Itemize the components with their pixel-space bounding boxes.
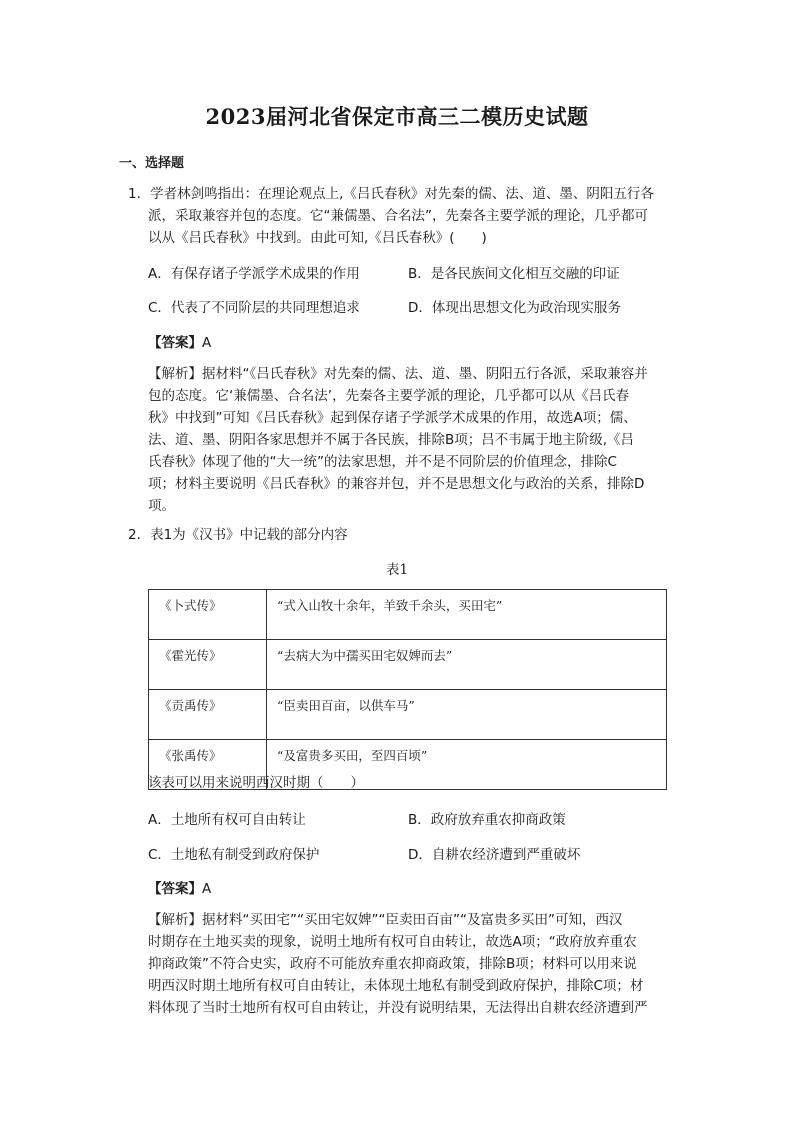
q2-answer-value: A xyxy=(202,881,212,897)
q1-analysis-line-1: 【解析】据材料“《吕氏春秋》对先秦的儒、法、道、墨、阴阳五行各派，采取兼容并 xyxy=(148,366,648,382)
q1-answer xyxy=(148,331,211,351)
table-cell-source: 《卜式传》 xyxy=(149,590,267,640)
q2-answer-label: 【答案】 xyxy=(148,881,202,897)
table-cell-source: 《贡禹传》 xyxy=(149,690,267,740)
q1-stem-line-3: 以从《吕氏春秋》中找到。由此可知,《吕氏春秋》( ) xyxy=(148,230,487,246)
table-row xyxy=(149,640,667,690)
q2-analysis-line-4: 明西汉时期土地所有权可自由转让，未体现土地私有制受到政府保护，排除C项；材 xyxy=(148,978,644,994)
table-cell-quote: “臣卖田百亩，以供车马” xyxy=(267,690,667,740)
q2-analysis-line-5: 料体现了当时土地所有权可自由转让，并没有说明结果，无法得出自耕农经济遭到严 xyxy=(148,1000,648,1016)
q1-stem-line-2: 派，采取兼容并包的态度。它“兼儒墨、合名法”，先秦各主要学派的理论，几乎都可 xyxy=(148,208,648,224)
table-cell-source: 《霍光传》 xyxy=(149,640,267,690)
q2-analysis-line-2: 时期存在土地买卖的现象，说明土地所有权可自由转让，故选A项；“政府放弃重农 xyxy=(148,934,637,950)
q2-analysis-line-1: 【解析】据材料“买田宅”“买田宅奴婢”“臣卖田百亩”“及富贵多买田”可知，西汉 xyxy=(148,912,623,928)
section-heading: 一、选择题 xyxy=(119,156,185,171)
q2-question: 该表可以用来说明西汉时期（ ） xyxy=(148,775,364,791)
q1-analysis-line-7: 项。 xyxy=(148,498,175,514)
q2-option-d: D．自耕农经济遭到严重破坏 xyxy=(408,847,581,863)
q2-analysis-line-3: 抑商政策”不符合史实，政府不可能放弃重农抑商政策，排除B项；材料可以用来说 xyxy=(148,956,637,972)
q1-analysis-line-6: 项；材料主要说明《吕氏春秋》的兼容并包，并不是思想文化与政治的关系，排除D xyxy=(148,476,645,492)
q1-answer-value: A xyxy=(202,335,212,351)
table-cell-source: 《张禹传》 xyxy=(149,740,267,790)
table-cell-quote: “去病大为中孺买田宅奴婢而去” xyxy=(267,640,667,690)
q2-stem: 2．表1为《汉书》中记载的部分内容 xyxy=(128,527,348,543)
table-row xyxy=(149,690,667,740)
table-caption: 表1 xyxy=(385,562,409,578)
q1-stem-line-1: 1．学者林剑鸣指出：在理论观点上,《吕氏春秋》对先秦的儒、法、道、墨、阴阳五行各 xyxy=(128,186,654,202)
q1-answer-label: 【答案】 xyxy=(148,335,202,351)
q2-answer xyxy=(148,877,211,897)
q2-option-c: C．土地私有制受到政府保护 xyxy=(148,847,320,863)
q1-analysis-line-2: 包的态度。它‘兼儒墨、合名法’，先秦各主要学派的理论，几乎都可以从《吕氏春 xyxy=(148,388,630,404)
q1-analysis-line-3: 秋》中找到”可知《吕氏春秋》起到保存诸子学派学术成果的作用，故选A项；儒、 xyxy=(148,410,637,426)
table-row xyxy=(149,590,667,640)
q1-analysis-line-4: 法、道、墨、阴阳各家思想并不属于各民族，排除B项；吕不韦属于地主阶级,《吕 xyxy=(148,432,635,448)
q1-analysis-line-5: 氏春秋》体现了他的“大一统”的法家思想，并不是不同阶层的价值理念，排除C xyxy=(148,454,617,470)
q1-option-c: C．代表了不同阶层的共同理想追求 xyxy=(148,300,360,316)
source-table xyxy=(148,589,667,790)
q2-option-b: B．政府放弃重农抑商政策 xyxy=(408,812,566,828)
table-cell-quote: “式入山牧十余年，羊致千余头，买田宅” xyxy=(267,590,667,640)
page-title: 2023届河北省保定市高三二模历史试题 xyxy=(205,104,589,129)
q1-option-b: B．是各民族间文化相互交融的印证 xyxy=(408,266,620,282)
q1-option-a: A．有保存诸子学派学术成果的作用 xyxy=(148,266,360,282)
q1-option-d: D．体现出思想文化为政治现实服务 xyxy=(408,300,621,316)
table-cell-quote: “及富贵多买田，至四百顷” xyxy=(267,740,667,790)
q2-option-a: A．土地所有权可自由转让 xyxy=(148,812,306,828)
